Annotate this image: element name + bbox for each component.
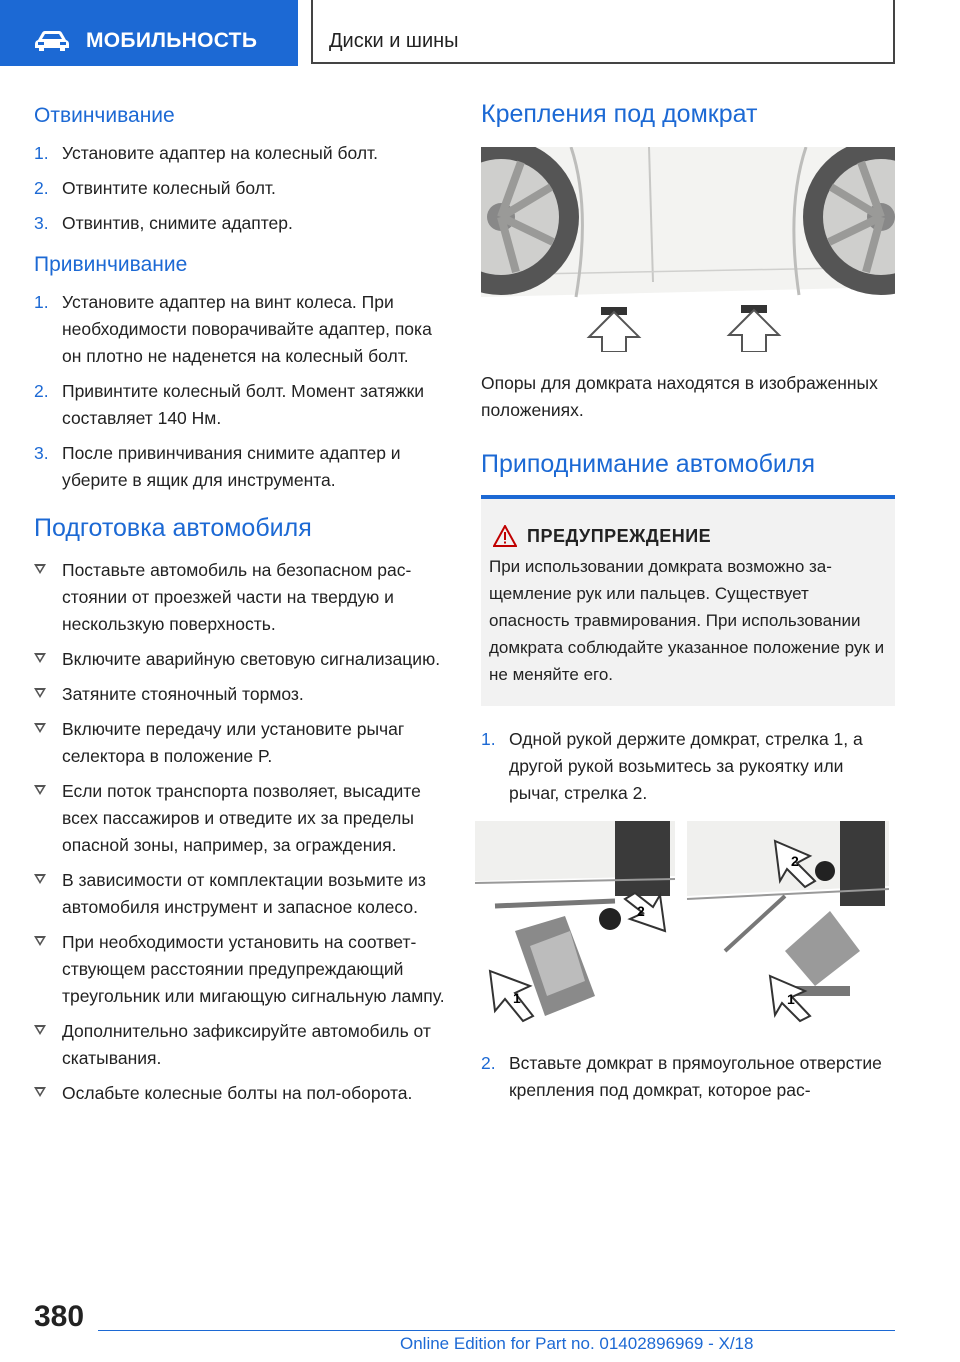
arrow-label: 1 [513, 990, 521, 1006]
screw-heading: Привинчивание [34, 253, 188, 276]
list-item [34, 681, 449, 708]
step-text: Вставьте домкрат в прямоугольное отверстие крепления под домкрат, которое рас- [509, 1053, 882, 1100]
unscrew-heading: Отвинчивание [34, 104, 175, 127]
step [34, 289, 449, 370]
warning-text: При использовании домкрата возможно защемление рук или пальцев. Существует опасность травмирования. При использовании домкрата соблюдайте указанное положение рук и не меняйте его. [489, 557, 885, 684]
warning-box [481, 499, 895, 706]
step-number: 2. [481, 1053, 496, 1073]
list-item-text: При необходимости установить на соответствующем расстоянии предупреждающий треугольник или мигающую сигнальную лампу. [62, 932, 445, 1006]
jack-handling-photo [475, 821, 889, 1036]
list-item [34, 557, 449, 638]
lift-steps-a [481, 726, 895, 807]
arrow-label: 2 [637, 903, 645, 919]
step-text: После привинчивания снимите адаптер и уберите в ящик для инструмента. [62, 443, 401, 490]
warning-triangle-icon [493, 525, 517, 547]
lift-heading: Приподнимание автомобиля [481, 450, 816, 478]
step-text: Одной рукой держите домкрат, стрелка 1, а другой рукой возьмитесь за рукоятку или рычаг, стрелка 2. [509, 729, 863, 803]
chapter-tab[interactable] [0, 0, 298, 66]
unscrew-steps [34, 140, 449, 237]
chapter-title: МОБИЛЬНОСТЬ [86, 29, 258, 52]
list-item-text: Затяните стояночный тормоз. [62, 684, 304, 704]
list-item [34, 867, 449, 921]
list-item [34, 1080, 449, 1107]
triangle-bullet-icon [34, 653, 46, 663]
triangle-bullet-icon [34, 785, 46, 795]
jack-points-heading: Крепления под домкрат [481, 100, 758, 128]
triangle-bullet-icon [34, 936, 46, 946]
list-item [34, 929, 449, 1010]
arrow-label: 2 [791, 853, 799, 869]
right-column [481, 100, 895, 1112]
jack-points-caption: Опоры для домкрата находятся в изображенных положениях. [481, 373, 878, 420]
list-item-text: Включите аварийную световую сигнализацию. [62, 649, 441, 669]
step [34, 210, 449, 237]
step [34, 175, 449, 202]
step-text: Отвинтите колесный болт. [62, 178, 276, 198]
step [34, 440, 449, 494]
list-item [34, 716, 449, 770]
step [34, 378, 449, 432]
warning-label: ПРЕДУПРЕЖДЕНИЕ [527, 525, 712, 546]
step-number: 3. [34, 443, 49, 463]
prep-list [34, 557, 449, 1107]
step [481, 1050, 895, 1104]
list-item-text: Ослабьте колесные болты на пол-оборота. [62, 1083, 413, 1103]
step [481, 726, 895, 807]
step-number: 1. [34, 143, 49, 163]
step-text: Установите адаптер на колесный болт. [62, 143, 378, 163]
step-text: Отвинтив, снимите адаптер. [62, 213, 293, 233]
section-tab[interactable] [311, 0, 895, 64]
step-number: 2. [34, 381, 49, 401]
prep-heading: Подготовка автомобиля [34, 514, 312, 542]
car-icon [34, 30, 70, 52]
triangle-bullet-icon [34, 688, 46, 698]
step-text: Установите адаптер на винт колеса. При необходимости поворачивайте адаптер, пока он плотно не наденется на колесный болт. [62, 292, 432, 366]
step [34, 140, 449, 167]
list-item-text: Поставьте автомобиль на безопасном расстоянии от проезжей части на твердую и нескользкую поверхность. [62, 560, 412, 634]
step-number: 1. [34, 292, 49, 312]
triangle-bullet-icon [34, 723, 46, 733]
warning-title-row [489, 525, 887, 547]
list-item-text: Дополнительно зафиксируйте автомобиль от скатывания. [62, 1021, 431, 1068]
list-item [34, 1018, 449, 1072]
footer-rule [98, 1330, 895, 1331]
list-item-text: Включите передачу или установите рычаг селектора в положение P. [62, 719, 405, 766]
list-item-text: В зависимости от комплектации возьмите из автомобиля инструмент и запасное колесо. [62, 870, 426, 917]
triangle-bullet-icon [34, 564, 46, 574]
step-text: Привинтите колесный болт. Момент затяжки составляет 140 Нм. [62, 381, 424, 428]
step-number: 2. [34, 178, 49, 198]
step-number: 3. [34, 213, 49, 233]
section-title: Диски и шины [329, 30, 459, 52]
list-item [34, 778, 449, 859]
arrow-label: 1 [787, 991, 795, 1007]
list-item [34, 646, 449, 673]
left-column [34, 100, 449, 1115]
jack-points-photo [481, 147, 895, 352]
page-header [0, 0, 960, 66]
page-number: 380 [34, 1300, 85, 1333]
triangle-bullet-icon [34, 1087, 46, 1097]
edition-link[interactable]: Online Edition for Part no. 01402896969 - X/18 [400, 1334, 754, 1353]
step-number: 1. [481, 729, 496, 749]
triangle-bullet-icon [34, 1025, 46, 1035]
triangle-bullet-icon [34, 874, 46, 884]
list-item-text: Если поток транспорта позволяет, высадите всех пассажиров и отведите их за пределы опасной зоны, например, за ограждения. [62, 781, 421, 855]
screw-steps [34, 289, 449, 494]
lift-steps-b [481, 1050, 895, 1104]
